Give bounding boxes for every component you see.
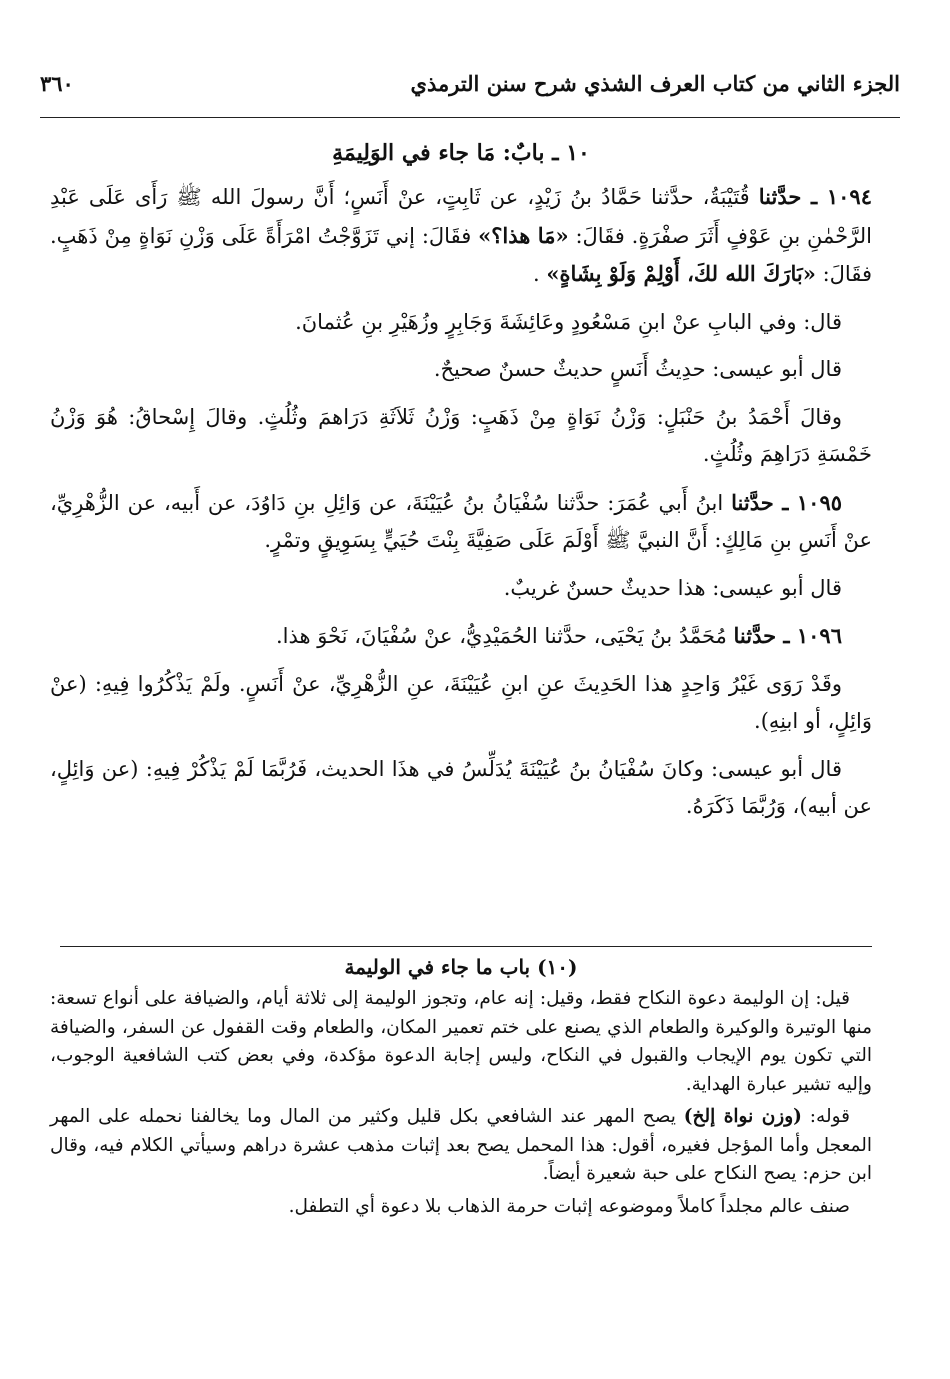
- abu-isa-comment: قال أبو عيسى: وكانَ سُفْيَانُ بنُ عُيَيْنَةَ يُدَلِّسُ في هذَا الحديث، فَرُبَّمَا لَمْ يَذْكُرْ فِيهِ: (عن وَائِلٍ، عن أبيه)، وَرُبَّمَا ذَكَرَهُ.: [50, 756, 872, 818]
- footnote-divider: [60, 946, 872, 947]
- commentary: [50, 955, 872, 1225]
- ahmad-comment: وقالَ أَحْمَدُ بنُ حَنْبَلٍ: وَزْنُ نَوَاةٍ مِنْ ذَهَبٍ: وَزْنُ ثَلاَثَةِ دَرَاهمَ وثُلُثٍ. وقالَ إِسْحاقُ: هُوَ وَزْنُ خَمْسَةِ دَرَاهِمَ وثُلُثٍ.: [50, 404, 872, 466]
- page-number: ٣٦٠: [40, 70, 74, 96]
- header-rule: [40, 117, 900, 118]
- commentary-title: (١٠) باب ما جاء في الوليمة: [344, 955, 578, 979]
- hadith-text: قُتَيْبَةُ، حدَّثنا حَمَّادُ بنُ زَيْدٍ، عن ثَابِتٍ، عنْ أَنَسٍ؛ أَنَّ رسولَ الله ﷺ رَأَى عَلَى عَبْدِ الرَّحْمٰنِ بنِ عَوْفٍ أَثَرَ صفْرَةٍ. فقَالَ:: [50, 185, 872, 248]
- hadith-1095: [50, 484, 872, 560]
- chapter-title: ١٠ ـ بابٌ: مَا جاء في الوَلِيمَةِ: [332, 140, 590, 166]
- commentary-lead: قوله:: [809, 1106, 850, 1127]
- abu-isa-grading-1: قال أبو عيسى: حدِيثُ أَنَسٍ حديثٌ حسنٌ صحيحٌ.: [433, 357, 842, 381]
- abu-isa-grading-2: قال أبو عيسى: هذا حديثٌ حسنٌ غريبٌ.: [503, 575, 842, 600]
- commentary-text: يصح المهر عند الشافعي بكل قليل وكثير من المال وما يخالفنا نحمله على المهر المعجل وأما المؤجل فغيره، أقول: هذا المحمل يصح بعد إثبات مذهب عشرة دراهم وسيأتي الكلام فيه، وقال ابن حزم: يصح النكاح على حبة شعيرة أيضاً.: [50, 1106, 872, 1184]
- narration-note: وقَدْ رَوَى غَيْرُ وَاحِدٍ هذا الحَدِيثَ عنِ ابنِ عُيَيْنَةَ، عنِ الزُّهْرِيِّ، عنْ أَنَسٍ. ولَمْ يَذْكُرُوا فِيهِ: (عنْ وَائِلٍ، أو ابنِهِ).: [50, 671, 872, 733]
- hadith-end: .: [532, 262, 540, 286]
- running-title: الجزء الثاني من كتاب العرف الشذي شرح سنن الترمذي: [410, 70, 900, 96]
- prophet-quote: «بَارَكَ الله لكَ، أَوْلِمْ وَلَوْ بِشَاةٍ»: [546, 261, 816, 286]
- hadith-number: ١٠٩٥ ـ حدَّثنا: [731, 489, 843, 515]
- hadith-1096: [50, 617, 872, 656]
- hadith-number: ١٠٩٤ ـ حدَّثنا: [758, 184, 872, 209]
- commentary-paragraph: قيل: إن الوليمة دعوة النكاح فقط، وقيل: إنه عام، وتجوز الوليمة إلى ثلاثة أيام، والضيافة على أنواع تسعة: منها الوتيرة والوكيرة والطعام الذي يصنع على ختم تعمير المكان، والطعام وقت القفول عن السفر، والضيافة التي تكون يوم الإيجاب والقبول في النكاح، وليس إجابة الدعوة مؤكدة، وفي بعض كتب الشافعية الوجوب، وإليه تشير عبارة الهداية.: [50, 988, 872, 1095]
- page-header: [40, 58, 900, 108]
- commentary-keyword: (وزن نواة إلخ): [683, 1106, 802, 1127]
- prophet-quote: «مَا هذا؟»: [478, 222, 569, 248]
- commentary-paragraph: [50, 1103, 872, 1189]
- commentary-paragraph: صنف عالم مجلداً كاملاً وموضوعه إثبات حرمة الذهاب بلا دعوة أي التطفل.: [288, 1195, 850, 1217]
- hadith-text: فقَالَ: إني تَزَوَّجْتُ امْرَأَةً عَلَى وَزْنِ نَوَاةٍ مِنْ ذَهَبٍ. فقَالَ:: [50, 223, 872, 286]
- hadith-number: ١٠٩٦ ـ حدَّثنا: [733, 623, 842, 648]
- bab-note: قال: وفي البابِ عنْ ابنِ مَسْعُودٍ وعَائِشَةَ وَجَابِرٍ وزُهَيْرِ بنِ عُثمانَ.: [295, 309, 842, 334]
- hadith-text: ابنُ أَبي عُمَرَ: حدَّثنا سُفْيَانُ بنُ عُيَيْنَةَ، عن وَائِلِ بنِ دَاوُدَ، عن أَبيه، عن الزُّهْرِيِّ، عنْ أَنَسِ بنِ مَالِكٍ: أَنَّ النبيَّ ﷺ أَوْلَمَ عَلَى صَفِيَّةَ بِنْتَ حُيَيٍّ بِسَوِيقٍ وتمْرٍ.: [50, 490, 872, 552]
- main-text: [50, 140, 872, 836]
- hadith-1094: [50, 178, 872, 294]
- hadith-text: مُحَمَّدُ بنُ يَحْيَى، حدَّثنا الحُمَيْدِيُّ، عنْ سُفْيَانَ، نَحْوَ هذا.: [275, 624, 727, 648]
